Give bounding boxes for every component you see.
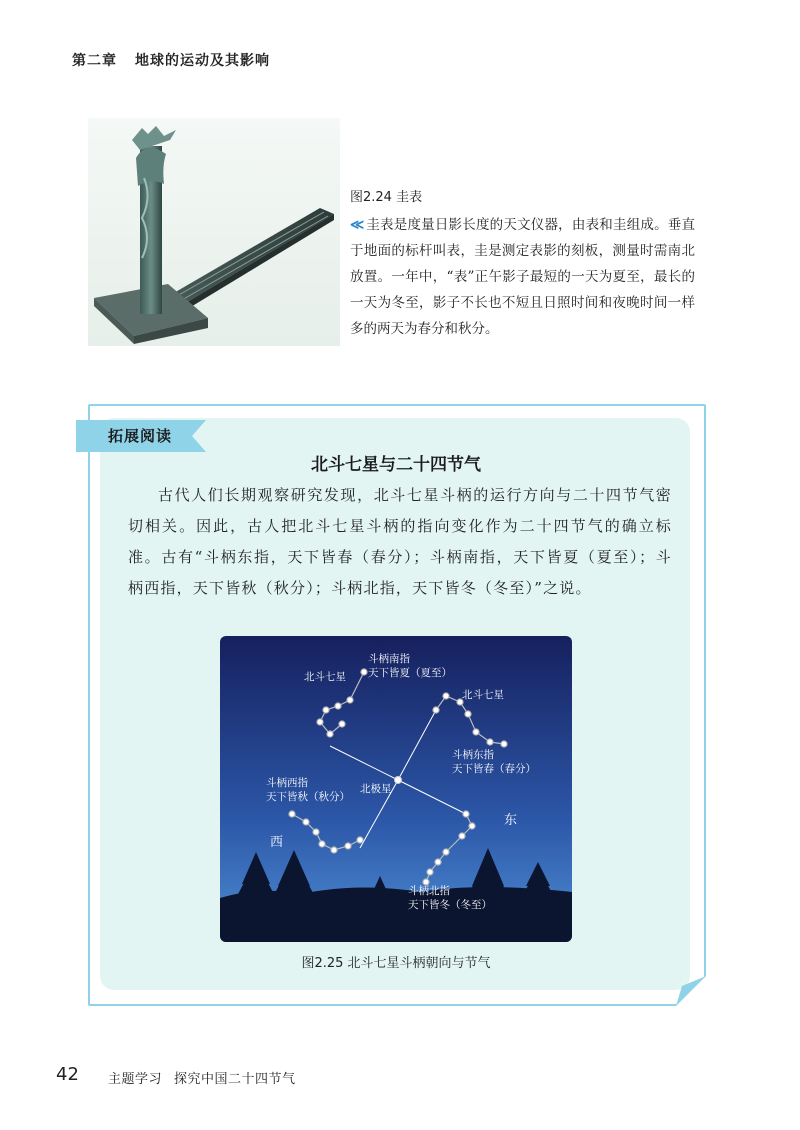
label-north-1: 斗柄北指 — [408, 885, 450, 897]
label-dipper-left: 北斗七星 — [304, 671, 346, 683]
label-west-2: 天下皆秋（秋分） — [266, 791, 350, 803]
label-east-dir: 东 — [504, 813, 518, 828]
label-west-dir: 西 — [270, 835, 284, 850]
label-south-2: 天下皆夏（夏至） — [368, 667, 452, 679]
label-south-1: 斗柄南指 — [368, 653, 410, 665]
chapter-number: 第二章 — [72, 53, 117, 69]
label-polaris: 北极星 — [360, 783, 392, 795]
polaris-star — [395, 777, 402, 784]
gnomon-photo — [88, 118, 340, 346]
footer-section: 主题学习 — [108, 1072, 163, 1087]
figure-caption: 图2.25 北斗七星斗柄朝向与节气 — [301, 956, 491, 971]
page-curl-icon — [676, 976, 706, 1006]
label-east-1: 斗柄东指 — [452, 749, 494, 761]
figure-caption: 图2.24 圭表 — [350, 190, 423, 205]
label-dipper-right: 北斗七星 — [462, 689, 504, 701]
figure-description-text: 圭表是度量日影长度的天文仪器，由表和圭组成。垂直于地面的标杆叫表，圭是测定表影的刻板，测量时需南北放置。一年中，“表”正午影子最短的一天为夏至，最长的一天为冬至，影子不长也不短且日照时间和夜晚时间一样多的两天为春分和秋分。 — [350, 217, 695, 337]
reading-title: 北斗七星与二十四节气 — [311, 455, 481, 475]
extended-reading-box — [88, 404, 704, 1004]
chapter-title: 地球的运动及其影响 — [135, 53, 270, 69]
reading-body: 古代人们长期观察研究发现，北斗七星斗柄的运行方向与二十四节气密切相关。因此，古人把北斗七星斗柄的指向变化作为二十四节气的确立标准。古有“斗柄东指，天下皆春（春分）；斗柄南指，天下皆夏（夏至）；斗柄西指，天下皆秋（秋分）；斗柄北指，天下皆冬（冬至）”之说。 — [128, 486, 672, 597]
figure-description — [350, 212, 695, 342]
double-chevron-icon: ≪ — [350, 217, 365, 233]
tag-label: 拓展阅读 — [108, 427, 173, 445]
label-west-1: 斗柄西指 — [266, 777, 308, 789]
footer-subtitle: 探究中国二十四节气 — [174, 1072, 296, 1087]
label-north-2: 天下皆冬（冬至） — [408, 899, 492, 911]
star-chart-figure — [220, 636, 572, 942]
footer-text — [108, 1068, 296, 1087]
chapter-header — [72, 50, 270, 70]
label-east-2: 天下皆春（春分） — [452, 763, 536, 775]
page-number: 42 — [56, 1064, 79, 1085]
